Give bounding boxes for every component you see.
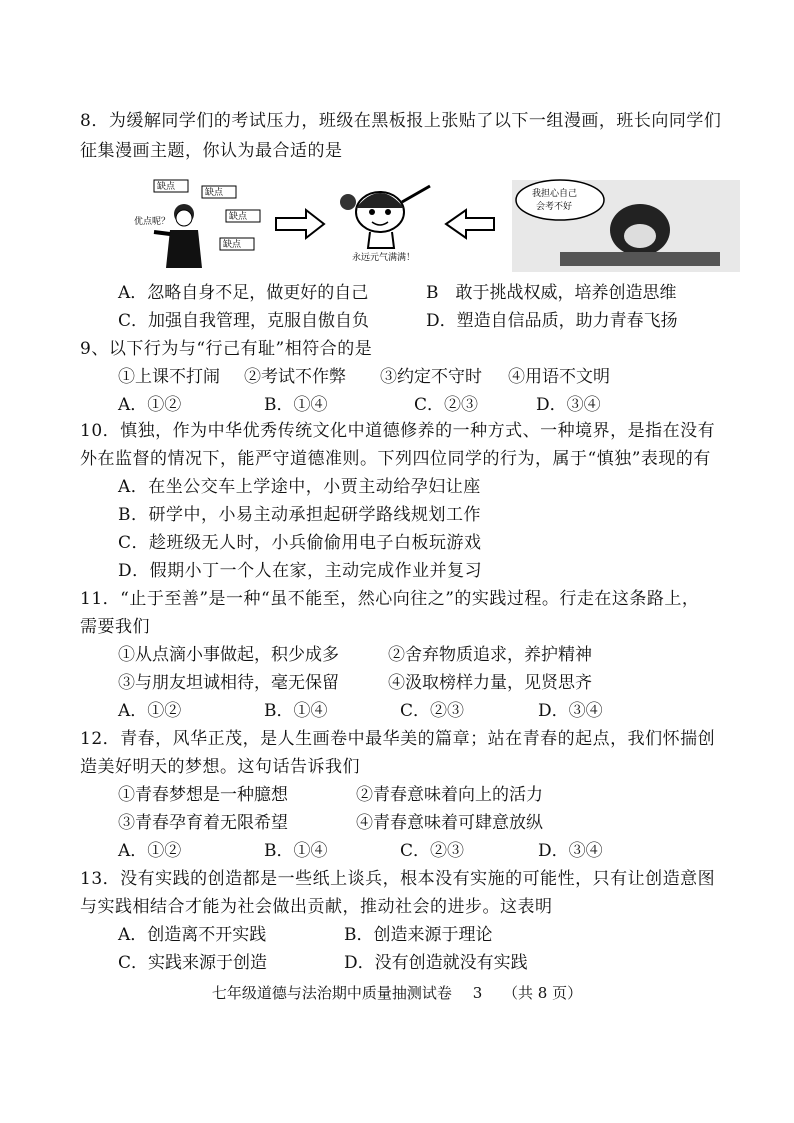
q9-item-2: ②考试不作弊 bbox=[244, 367, 346, 387]
q12-choice-c[interactable]: C．②③ bbox=[400, 841, 465, 861]
q13-option-a[interactable]: A．创造离不开实践 bbox=[118, 925, 267, 945]
q9-choice-d[interactable]: D．③④ bbox=[536, 395, 601, 415]
cartoon-tag-3: 缺点 bbox=[229, 212, 248, 222]
q11-choice-b[interactable]: B．①④ bbox=[264, 701, 328, 721]
cartoon-bubble-line1: 我担心自己 bbox=[532, 189, 578, 199]
cartoon-tag-2: 缺点 bbox=[205, 188, 224, 198]
q8-option-d[interactable]: D．塑造自信品质，助力青春飞扬 bbox=[426, 311, 678, 331]
footer-total-pages: （共 8 页） bbox=[503, 984, 583, 1002]
q9-choice-c[interactable]: C．②③ bbox=[414, 395, 479, 415]
q8-option-a[interactable]: A．忽略自身不足，做更好的自己 bbox=[118, 283, 369, 303]
page-footer bbox=[0, 982, 794, 1003]
q11-item-4: ④汲取榜样力量，见贤思齐 bbox=[388, 673, 592, 693]
cartoon-left-speech: 优点呢？ bbox=[134, 217, 171, 227]
q12-choice-a[interactable]: A．①② bbox=[118, 841, 182, 861]
q12-stem-line2: 造美好明天的梦想。这句话告诉我们 bbox=[80, 757, 360, 777]
q9-choice-b[interactable]: B．①④ bbox=[264, 395, 328, 415]
q9-item-1: ①上课不打闹 bbox=[118, 367, 220, 387]
q12-item-2: ②青春意味着向上的活力 bbox=[356, 785, 543, 805]
arrow-right-icon bbox=[276, 210, 324, 238]
q8-stem-line1: 8．为缓解同学们的考试压力，班级在黑板报上张贴了以下一组漫画，班长向同学们 bbox=[80, 111, 722, 131]
cartoon-tag-4: 缺点 bbox=[223, 240, 242, 250]
q11-choice-a[interactable]: A．①② bbox=[118, 701, 182, 721]
q11-choice-d[interactable]: D．③④ bbox=[538, 701, 603, 721]
cartoon-center-figure bbox=[340, 186, 430, 263]
cartoon-tag-1: 缺点 bbox=[157, 182, 176, 192]
q10-stem-line1: 10．慎独，作为中华优秀传统文化中道德修养的一种方式、一种境界，是指在没有 bbox=[80, 421, 716, 441]
q12-choice-b[interactable]: B．①④ bbox=[264, 841, 328, 861]
q11-choice-c[interactable]: C．②③ bbox=[400, 701, 465, 721]
cartoon-bubble-line2: 会考不好 bbox=[536, 202, 573, 212]
q11-stem-line2: 需要我们 bbox=[80, 617, 150, 637]
cartoon-left-figure bbox=[134, 180, 260, 268]
q13-stem-line2: 与实践相结合才能为社会做出贡献，推动社会的进步。这表明 bbox=[80, 897, 553, 917]
footer-title: 七年级道德与法治期中质量抽测试卷 bbox=[211, 984, 452, 1002]
q8-stem-line2: 征集漫画主题，你认为最合适的是 bbox=[80, 141, 343, 161]
q13-stem-line1: 13．没有实践的创造都是一些纸上谈兵，根本没有实施的可能性，只有让创造意图 bbox=[80, 869, 716, 889]
q8-option-c[interactable]: C．加强自我管理，克服自傲自负 bbox=[118, 311, 370, 331]
cartoon-right-figure bbox=[512, 180, 740, 272]
q11-item-2: ②舍弃物质追求，养护精神 bbox=[388, 645, 592, 665]
q10-option-a[interactable]: A．在坐公交车上学途中，小贾主动给孕妇让座 bbox=[118, 477, 481, 497]
q12-stem-line1: 12．青春，风华正茂，是人生画卷中最华美的篇章；站在青春的起点，我们怀揣创 bbox=[80, 729, 716, 749]
q9-stem: 9、以下行为与“行己有耻”相符合的是 bbox=[80, 339, 373, 359]
q12-item-4: ④青春意味着可肆意放纵 bbox=[356, 813, 543, 833]
q10-option-d[interactable]: D．假期小丁一个人在家，主动完成作业并复习 bbox=[118, 561, 483, 581]
q12-choice-d[interactable]: D．③④ bbox=[538, 841, 603, 861]
q8-option-b[interactable]: B 敢于挑战权威，培养创造思维 bbox=[426, 283, 677, 303]
cartoon-center-caption: 永远元气满满！ bbox=[352, 253, 416, 263]
q12-item-1: ①青春梦想是一种臆想 bbox=[118, 785, 288, 805]
q9-choice-a[interactable]: A．①② bbox=[118, 395, 182, 415]
q10-stem-line2: 外在监督的情况下，能严守道德准则。下列四位同学的行为，属于“慎独”表现的有 bbox=[80, 449, 711, 469]
q12-item-3: ③青春孕育着无限希望 bbox=[118, 813, 288, 833]
q13-option-b[interactable]: B．创造来源于理论 bbox=[344, 925, 493, 945]
q13-option-c[interactable]: C．实践来源于创造 bbox=[118, 953, 268, 973]
footer-page-number: 3 bbox=[472, 984, 483, 1002]
q13-option-d[interactable]: D．没有创造就没有实践 bbox=[344, 953, 528, 973]
q9-item-4: ④用语不文明 bbox=[508, 367, 610, 387]
q10-option-c[interactable]: C．趁班级无人时，小兵偷偷用电子白板玩游戏 bbox=[118, 533, 482, 553]
q9-item-3: ③约定不守时 bbox=[380, 367, 482, 387]
arrow-left-icon bbox=[446, 210, 494, 238]
q10-option-b[interactable]: B．研学中，小易主动承担起研学路线规划工作 bbox=[118, 505, 481, 525]
q8-cartoon bbox=[134, 172, 740, 272]
q11-item-1: ①从点滴小事做起，积少成多 bbox=[118, 645, 339, 665]
q11-item-3: ③与朋友坦诚相待，毫无保留 bbox=[118, 673, 339, 693]
q11-stem-line1: 11．“止于至善”是一种“虽不能至，然心向往之”的实践过程。行走在这条路上， bbox=[80, 589, 700, 609]
